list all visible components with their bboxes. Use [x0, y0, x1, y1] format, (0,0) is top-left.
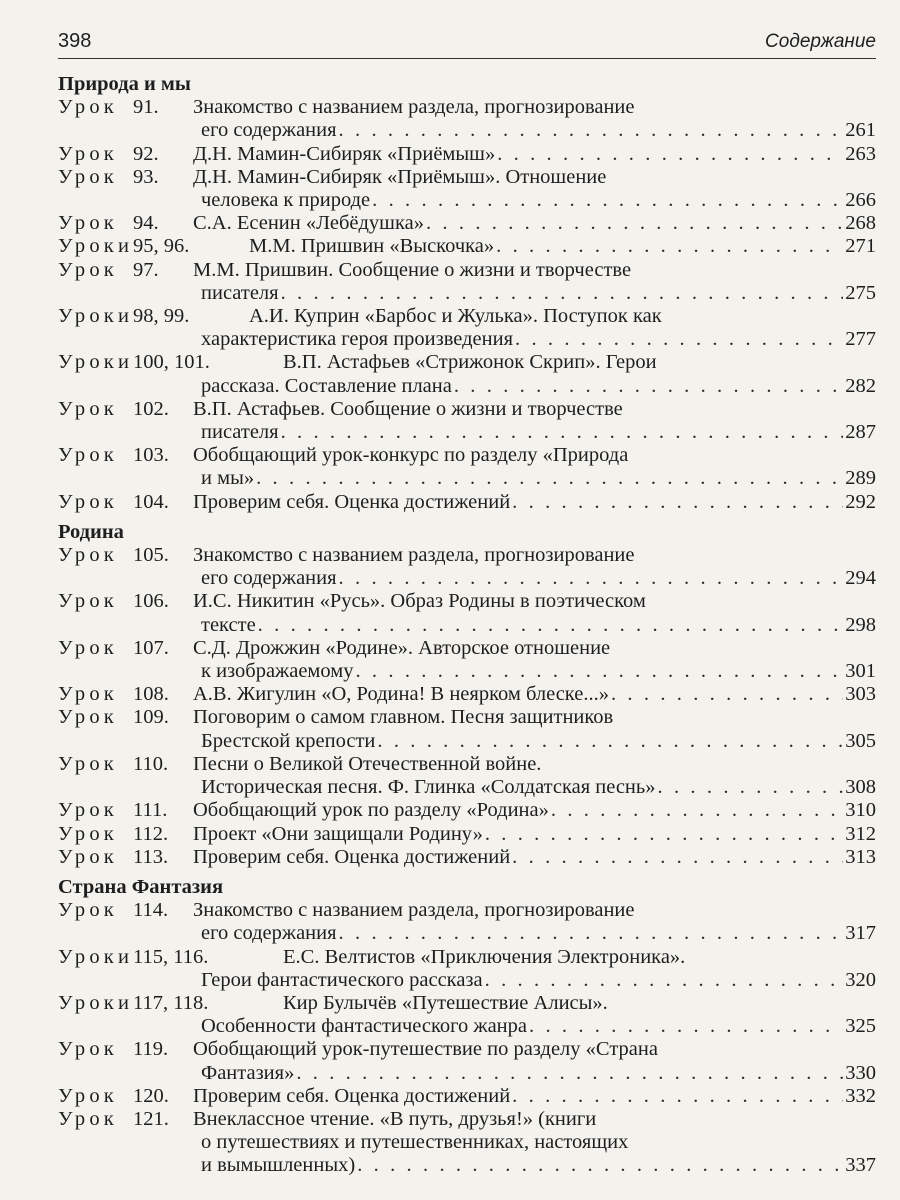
- lesson-title-line: писателя: [201, 421, 279, 444]
- dot-leader: [551, 799, 843, 822]
- lesson-number: 110.: [133, 752, 169, 775]
- lesson-kind: Урок: [58, 636, 118, 659]
- toc-entry[interactable]: [58, 143, 876, 166]
- lesson-number: 121.: [133, 1107, 169, 1130]
- lesson-kind: Урок: [58, 490, 118, 513]
- dot-leader: [497, 143, 843, 166]
- lesson-kind: Урок: [58, 212, 118, 235]
- lesson-kind: Урок: [58, 822, 118, 845]
- lesson-title-line: Знакомство с названием раздела, прогнозирование: [193, 544, 635, 567]
- lesson-number: 113.: [133, 845, 169, 868]
- lesson-title-line: к изображаемому: [201, 660, 354, 683]
- lesson-kind: Урок: [58, 444, 118, 467]
- lesson-title-line: его содержания: [201, 119, 337, 142]
- page-ref: 308: [845, 776, 876, 799]
- lesson-title-line: Проверим себя. Оценка достижений: [193, 845, 511, 868]
- lesson-title-line: Кир Булычёв «Путешествие Алисы».: [283, 991, 608, 1014]
- lesson-kind: Урок: [58, 258, 118, 281]
- lesson-number: 106.: [133, 590, 169, 613]
- toc-entry[interactable]: [58, 398, 876, 444]
- lesson-title-line: и мы»: [201, 467, 255, 490]
- toc-entry[interactable]: [58, 1038, 876, 1084]
- lesson-title-line: Д.Н. Мамин-Сибиряк «Приёмыш»: [193, 142, 496, 165]
- page-ref: 287: [845, 421, 876, 444]
- lesson-number: 119.: [133, 1038, 169, 1061]
- dot-leader: [529, 1015, 843, 1038]
- dot-leader: [658, 776, 844, 799]
- toc-entry[interactable]: [58, 753, 876, 799]
- page-ref: 263: [845, 142, 876, 165]
- lesson-number: 115, 116.: [133, 945, 209, 968]
- lesson-number: 95, 96.: [133, 235, 190, 258]
- dot-leader: [281, 421, 844, 444]
- lesson-kind: Уроки: [58, 945, 134, 968]
- lesson-title-line: В.П. Астафьев. Сообщение о жизни и творчестве: [193, 397, 623, 420]
- lesson-number: 104.: [133, 490, 169, 513]
- lesson-title-line: характеристика героя произведения: [201, 328, 514, 351]
- lesson-title-line: Песни о Великой Отечественной войне.: [193, 752, 542, 775]
- toc-entry[interactable]: [58, 683, 876, 706]
- lesson-number: 93.: [133, 165, 159, 188]
- toc-entry[interactable]: [58, 166, 876, 212]
- toc-entry[interactable]: [58, 992, 876, 1038]
- dot-leader: [281, 282, 844, 305]
- lesson-title-line: В.П. Астафьев «Стрижонок Скрип». Герои: [283, 351, 657, 374]
- page-ref: 261: [845, 119, 876, 142]
- page-ref: 330: [845, 1061, 876, 1084]
- page-ref: 325: [845, 1015, 876, 1038]
- dot-leader: [339, 922, 844, 945]
- page-ref: 292: [845, 490, 876, 513]
- lesson-title-line: С.Д. Дрожжин «Родине». Авторское отношение: [193, 636, 611, 659]
- page-header: [58, 28, 876, 59]
- dot-leader: [256, 467, 843, 490]
- lesson-number: 103.: [133, 444, 169, 467]
- lesson-number: 92.: [133, 142, 159, 165]
- toc-entry[interactable]: [58, 637, 876, 683]
- lesson-title-line: его содержания: [201, 922, 337, 945]
- lesson-kind: Урок: [58, 706, 118, 729]
- lesson-title-line: А.И. Куприн «Барбос и Жулька». Поступок как: [249, 305, 662, 328]
- dot-leader: [611, 683, 843, 706]
- lesson-kind: Уроки: [58, 235, 134, 258]
- table-of-contents: [58, 73, 876, 1178]
- lesson-number: 100, 101.: [133, 351, 210, 374]
- section-heading: Страна Фантазия: [58, 875, 224, 898]
- lesson-title-line: рассказа. Составление плана: [201, 374, 452, 397]
- toc-entry[interactable]: [58, 899, 876, 945]
- page-ref: 317: [845, 922, 876, 945]
- toc-entry[interactable]: [58, 212, 876, 235]
- section-heading: Родина: [58, 520, 124, 543]
- lesson-title-line: Знакомство с названием раздела, прогнозирование: [193, 899, 635, 922]
- lesson-title-line: Внеклассное чтение. «В путь, друзья!» (книги: [193, 1107, 597, 1130]
- dot-leader: [296, 1062, 843, 1085]
- section-heading: Природа и мы: [58, 73, 191, 95]
- lesson-title-line: А.В. Жигулин «О, Родина! В неярком блеске...»: [193, 683, 609, 706]
- lesson-number: 102.: [133, 397, 169, 420]
- page-ref: 301: [845, 660, 876, 683]
- toc-entry[interactable]: [58, 305, 876, 351]
- dot-leader: [454, 375, 843, 398]
- lesson-number: 108.: [133, 683, 169, 706]
- page-ref: 294: [845, 567, 876, 590]
- lesson-kind: Уроки: [58, 991, 134, 1014]
- lesson-title-line: Особенности фантастического жанра: [201, 1015, 527, 1038]
- lesson-kind: Урок: [58, 96, 118, 119]
- lesson-kind: Урок: [58, 397, 118, 420]
- dot-leader: [512, 491, 843, 514]
- page-ref: 320: [845, 968, 876, 991]
- toc-entry[interactable]: [58, 444, 876, 490]
- lesson-number: 117, 118.: [133, 991, 209, 1014]
- lesson-number: 120.: [133, 1084, 169, 1107]
- toc-entry[interactable]: [58, 706, 876, 752]
- page-ref: 268: [845, 212, 876, 235]
- lesson-title-line: Фантазия»: [201, 1061, 295, 1084]
- toc-entry[interactable]: [58, 823, 876, 846]
- page-ref: 271: [845, 235, 876, 258]
- lesson-title-line: Герои фантастического рассказа: [201, 968, 483, 991]
- lesson-number: 112.: [133, 822, 169, 845]
- lesson-title-line: о путешествиях и путешественниках, настоящих: [201, 1131, 629, 1154]
- lesson-title-line: Брестской крепости: [201, 729, 376, 752]
- lesson-kind: Урок: [58, 1038, 118, 1061]
- dot-leader: [485, 823, 843, 846]
- lesson-title-line: человека к природе: [201, 189, 371, 212]
- page-ref: 313: [845, 845, 876, 868]
- lesson-kind: Урок: [58, 683, 118, 706]
- page-ref: 266: [845, 189, 876, 212]
- lesson-title-line: Проверим себя. Оценка достижений: [193, 490, 511, 513]
- toc-entry[interactable]: [58, 846, 876, 869]
- toc-entry[interactable]: [58, 946, 876, 992]
- page-ref: 312: [845, 822, 876, 845]
- page-ref: 337: [845, 1154, 876, 1177]
- lesson-kind: Урок: [58, 899, 118, 922]
- toc-entry[interactable]: [58, 235, 876, 258]
- dot-leader: [258, 614, 844, 637]
- lesson-kind: Урок: [58, 165, 118, 188]
- lesson-kind: Урок: [58, 544, 118, 567]
- dot-leader: [339, 567, 844, 590]
- dot-leader: [372, 189, 843, 212]
- lesson-title-line: С.А. Есенин «Лебёдушка»: [193, 212, 424, 235]
- dot-leader: [357, 1154, 843, 1177]
- lesson-number: 91.: [133, 96, 159, 119]
- lesson-number: 111.: [133, 799, 168, 822]
- toc-entry[interactable]: [58, 1085, 876, 1108]
- page-ref: 275: [845, 281, 876, 304]
- lesson-number: 107.: [133, 636, 169, 659]
- page-ref: 282: [845, 374, 876, 397]
- lesson-title-line: Обобщающий урок-конкурс по разделу «Природа: [193, 444, 629, 467]
- lesson-title-line: Знакомство с названием раздела, прогнозирование: [193, 96, 635, 119]
- lesson-kind: Урок: [58, 590, 118, 613]
- toc-entry[interactable]: [58, 590, 876, 636]
- lesson-title-line: Проект «Они защищали Родину»: [193, 822, 483, 845]
- page-ref: 289: [845, 467, 876, 490]
- lesson-kind: Урок: [58, 799, 118, 822]
- lesson-kind: Урок: [58, 752, 118, 775]
- page-ref: 298: [845, 613, 876, 636]
- lesson-title-line: Обобщающий урок-путешествие по разделу «Страна: [193, 1038, 658, 1061]
- page-ref: 332: [845, 1084, 876, 1107]
- dot-leader: [515, 328, 843, 351]
- dot-leader: [512, 846, 843, 869]
- toc-entry[interactable]: [58, 799, 876, 822]
- lesson-kind: Урок: [58, 1084, 118, 1107]
- lesson-title-line: Историческая песня. Ф. Глинка «Солдатская песнь»: [201, 776, 656, 799]
- toc-entry[interactable]: [58, 96, 876, 142]
- lesson-title-line: М.М. Пришвин. Сообщение о жизни и творчестве: [193, 258, 632, 281]
- toc-entry[interactable]: [58, 351, 876, 397]
- lesson-title-line: Д.Н. Мамин-Сибиряк «Приёмыш». Отношение: [193, 165, 607, 188]
- lesson-kind: Урок: [58, 845, 118, 868]
- lesson-number: 97.: [133, 258, 159, 281]
- page-ref: 310: [845, 799, 876, 822]
- dot-leader: [355, 660, 843, 683]
- running-title: Содержание: [765, 31, 876, 52]
- toc-entry[interactable]: [58, 1108, 876, 1178]
- page-ref: 305: [845, 729, 876, 752]
- lesson-title-line: Обобщающий урок по разделу «Родина»: [193, 799, 549, 822]
- lesson-kind: Урок: [58, 1107, 118, 1130]
- lesson-kind: Урок: [58, 142, 118, 165]
- toc-entry[interactable]: [58, 491, 876, 514]
- lesson-title-line: и вымышленных): [201, 1154, 356, 1177]
- page-number: 398: [58, 30, 92, 52]
- dot-leader: [485, 969, 844, 992]
- lesson-title-line: М.М. Пришвин «Выскочка»: [249, 235, 495, 258]
- dot-leader: [496, 235, 843, 258]
- lesson-title-line: И.С. Никитин «Русь». Образ Родины в поэтическом: [193, 590, 646, 613]
- lesson-title-line: Проверим себя. Оценка достижений: [193, 1084, 511, 1107]
- lesson-number: 109.: [133, 706, 169, 729]
- dot-leader: [339, 119, 844, 142]
- lesson-title-line: его содержания: [201, 567, 337, 590]
- lesson-title-line: тексте: [201, 613, 256, 636]
- lesson-kind: Уроки: [58, 351, 134, 374]
- toc-entry[interactable]: [58, 259, 876, 305]
- toc-entry[interactable]: [58, 544, 876, 590]
- lesson-number: 114.: [133, 899, 169, 922]
- lesson-number: 98, 99.: [133, 305, 190, 328]
- lesson-number: 94.: [133, 212, 159, 235]
- dot-leader: [512, 1085, 843, 1108]
- dot-leader: [377, 730, 843, 753]
- dot-leader: [426, 212, 843, 235]
- page-ref: 277: [845, 328, 876, 351]
- page-ref: 303: [845, 683, 876, 706]
- lesson-kind: Уроки: [58, 305, 134, 328]
- lesson-number: 105.: [133, 544, 169, 567]
- lesson-title-line: Поговорим о самом главном. Песня защитников: [193, 706, 614, 729]
- lesson-title-line: Е.С. Велтистов «Приключения Электроника».: [283, 945, 686, 968]
- lesson-title-line: писателя: [201, 281, 279, 304]
